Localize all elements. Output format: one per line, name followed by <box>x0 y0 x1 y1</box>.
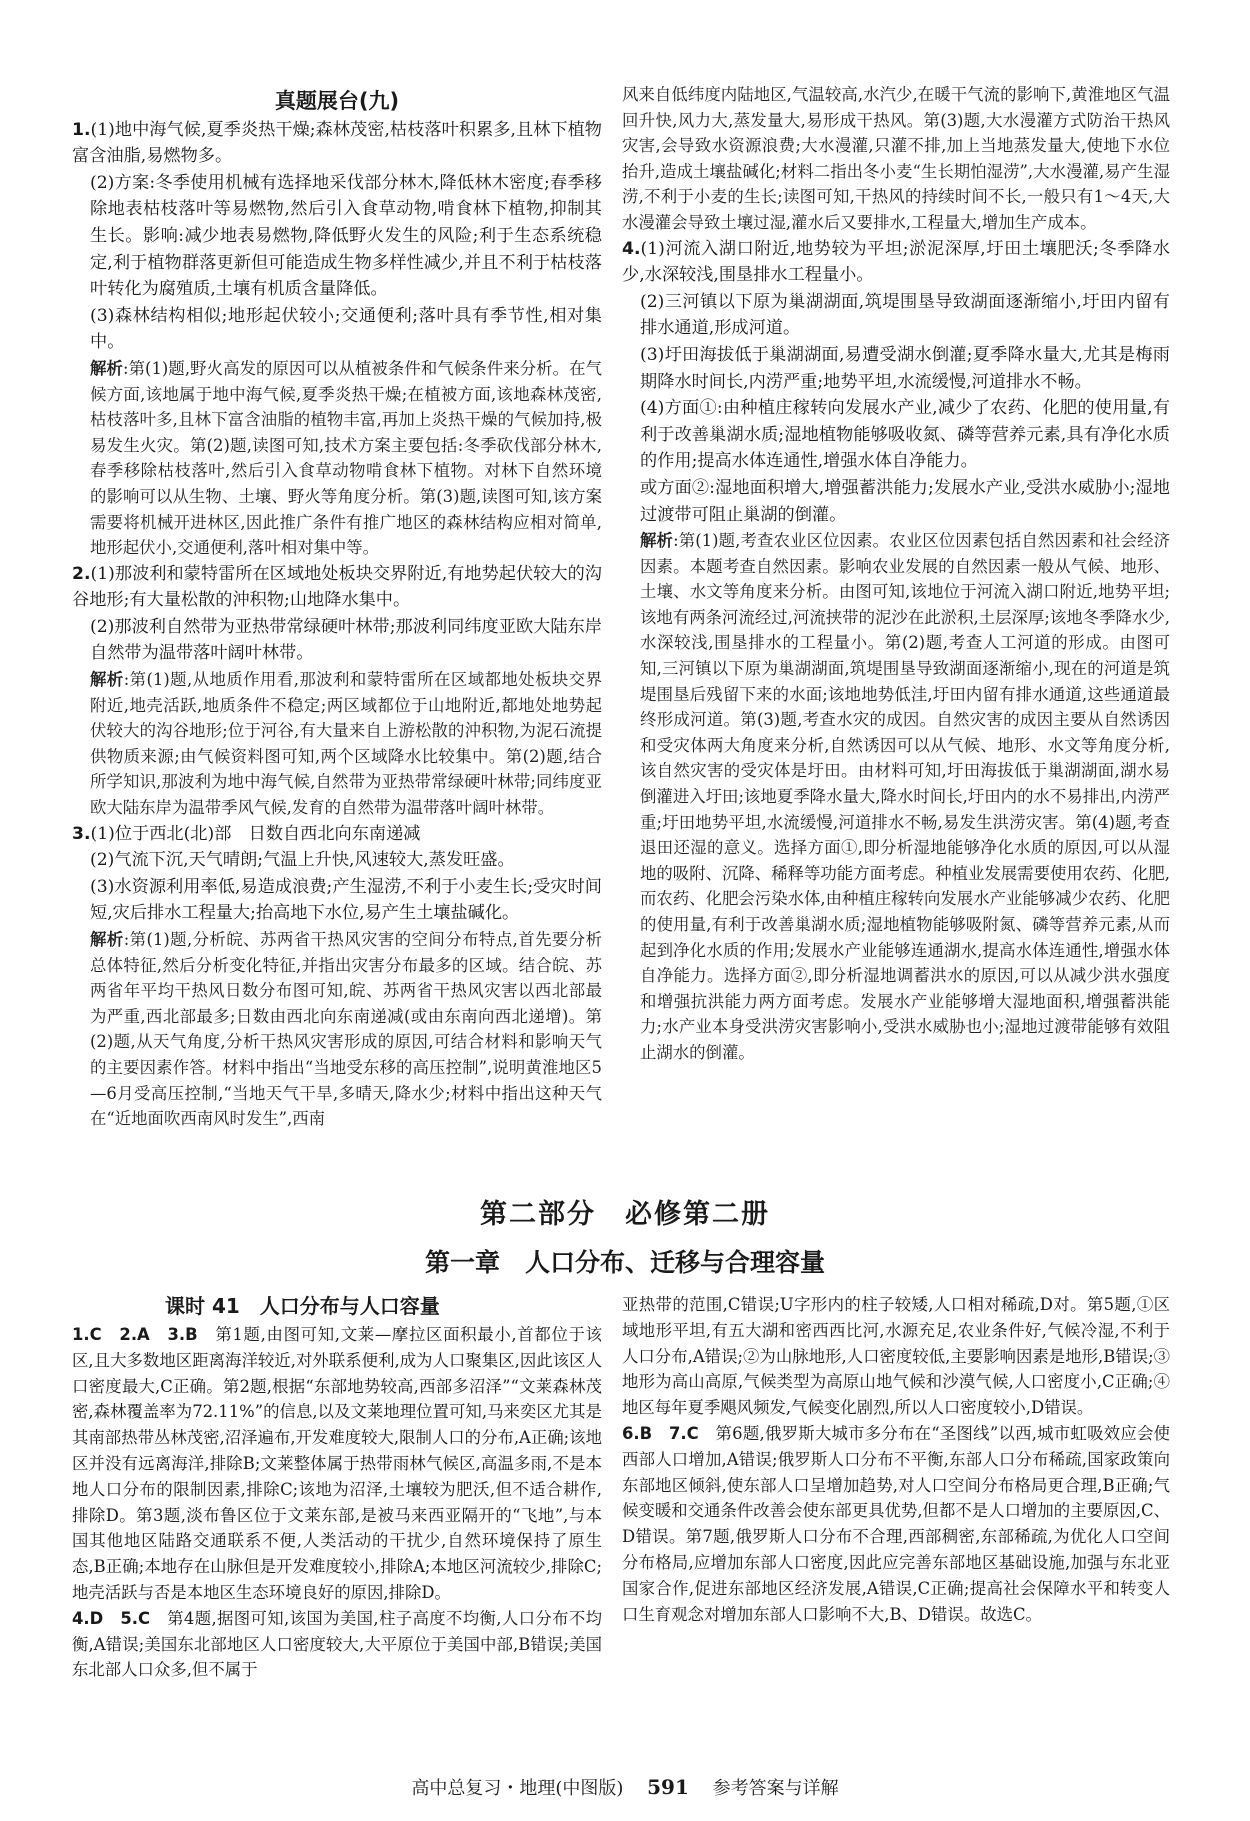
mc-explanation: 亚热带的范围,C错误;U字形内的柱子较矮,人口相对稀疏,D对。第5题,①区域地形平坦,有五大湖和密西西比河,水源充足,农业条件好,气候冷湿,不利于人口分布,A错误;②为山脉地形,人口密度较低,主要影响因素是地形,B错误;③地形为高山高原,气候类型为高原山地气候和沙漠气候,人口密度小,C正确;④地区每年夏季飓风频发,气候变化剧烈,所以人口密度较小,D错误。 <box>622 1295 1170 1418</box>
analysis-paragraph <box>72 927 602 1132</box>
page-number: 591 <box>647 1775 689 1799</box>
lesson-answers-right <box>622 1292 1170 1627</box>
analysis-label: 解析 <box>640 531 674 551</box>
left-column <box>72 88 602 1132</box>
answer-text: (1)位于西北(北)部 日数自西北向东南递减 <box>90 823 421 844</box>
analysis-label: 解析 <box>90 670 124 690</box>
answer-part: (2)那波利自然带为亚热带常绿硬叶林带;那波利同纬度亚欧大陆东岸自然带为温带落叶阔叶林带。 <box>90 616 602 664</box>
analysis-text: :第(1)题,考查农业区位因素。农业区位因素包括自然因素和社会经济因素。本题考查自然因素。影响农业发展的自然因素一般从气候、地形、土壤、水文等角度来分析。由图可知,该地位于河流入湖口附近,地势平坦;该地有两条河流经过,河流挟带的泥沙在此淤积,土层深厚;该地冬季降水少,水深较浅,围垦排水的工程量小。第(2)题,考查人工河道的形成。由图可知,三河镇以下原为巢湖湖面,筑堤围垦导致湖面逐渐缩小,现在的河道是筑堤围垦后残留下来的水面;该地地势低洼,圩田内留有排水通道,这些通道最终形成河道。第(3)题,考查水灾的成因。自然灾害的成因主要从自然诱因和受灾体两大角度来分析,自然诱因可以从气候、地形、水文等角度分析,该自然灾害的受灾体是圩田。由材料可知,圩田海拔低于巢湖湖面,湖水易倒灌进入圩田;该地夏季降水量大,降水时间长,圩田内的水不易排出,内涝严重;圩田地势平坦,水流缓慢,河道排水不畅,易发生洪涝灾害。第(4)题,考查退田还湿的意义。选择方面①,即分析湿地能够净化水质的原因,可以从湿地的吸附、沉降、稀释等功能方面考虑。种植业发展需要使用农药、化肥,而农药、化肥会污染水体,由种植庄稼转向发展水产业能够减少农药、化肥的使用量,有利于改善巢湖水质;湿地植物能够吸附氮、磷等营养元素,从而起到净化水质的作用;发展水产业能够连通湖水,提高水体连通性,增强水体自净能力。选择方面②,即分析湿地调蓄洪水的原因,可以从减少洪水强度和增强抗洪能力两方面考虑。发展水产业能够增大湿地面积,增强蓄洪能力;水产业本身受洪涝灾害影响小,受洪水威胁也小;湿地过渡带能够有效阻止湖水的倒灌。 <box>640 531 1171 1062</box>
analysis-paragraph <box>72 356 602 561</box>
answer-part: 或方面②:湿地面积增大,增强蓄洪能力;发展水产业,受洪水威胁小;湿地过渡带可阻止巢湖的倒灌。 <box>640 477 1170 525</box>
analysis-text: :第(1)题,分析皖、苏两省干热风灾害的空间分布特点,首先要分析总体特征,然后分析变化特征,并指出灾害分布最多的区域。结合皖、苏两省年平均干热风日数分布图可知,皖、苏两省干热风灾害以西北部最为严重,西北部最多;日数由西北向东南递减(或由东南向西北递增)。第(2)题,从天气角度,分析干热风灾害形成的原因,可结合材料和影响天气的主要因素作答。材料中指出“当地受东移的高压控制”,说明黄淮地区5—6月受高压控制,“当地天气干旱,多晴天,降水少;材料中指出这种天气在“近地面吹西南风时发生”,西南 <box>90 930 602 1129</box>
answer-part: (2)三河镇以下原为巢湖湖面,筑堤围垦导致湖面逐渐缩小,圩田内留有排水通道,形成河道。 <box>640 291 1170 339</box>
answer-text: (1)河流入湖口附近,地势较为平坦;淤泥深厚,圩田土壤肥沃;冬季降水少,水深较浅,围垦排水工程量小。 <box>622 238 1170 286</box>
question-number: 4. <box>622 238 641 259</box>
section-title: 真题展台(九) <box>274 89 400 113</box>
lesson-answers-left <box>72 1322 602 1683</box>
part-title: 第二部分 必修第二册 <box>480 1199 770 1230</box>
analysis-label: 解析 <box>90 930 124 949</box>
analysis-text: :第(1)题,野火高发的原因可以从植被条件和气候条件来分析。在气候方面,该地属于地中海气候,夏季炎热干燥;在植被方面,该地森林茂密,枯枝落叶多,且林下富含油脂的植物丰富,再加上炎热干燥的气候加持,极易发生火灾。第(2)题,读图可知,技术方案主要包括:冬季砍伐部分林木,春季移除枯枝落叶,然后引入食草动物啃食林下植物。对林下自然环境的影响可以从生物、土壤、野火等角度分析。第(3)题,读图可知,该方案需要将机械开进林区,因此推广条件有推广地区的森林结构应相对简单,地形起伏小,交通便利,落叶相对集中等。 <box>90 358 603 558</box>
question-number: 1. <box>72 119 91 140</box>
mc-answer-keys: 1.C 2.A 3.B <box>72 1325 198 1344</box>
right-column <box>622 82 1170 1066</box>
footer-book-title: 高中总复习・地理(中图版) <box>411 1778 624 1799</box>
mc-answer-block <box>622 1292 1170 1421</box>
analysis-paragraph <box>72 667 602 821</box>
answer-part: (2)方案:冬季使用机械有选择地采伐部分林木,降低林木密度;春季移除地表枯枝落叶等易燃物,然后引入食草动物,啃食林下植物,抑制其生长。影响:减少地表易燃物,降低野火发生的风险;利于生态系统稳定,利于植物群落更新但可能造成生物多样性减少,并且不利于枯枝落叶转化为腐殖质,土壤有机质含量降低。 <box>90 172 602 300</box>
chapter-title: 第一章 人口分布、迁移与合理容量 <box>424 1248 825 1277</box>
footer-section: 参考答案与详解 <box>712 1778 839 1799</box>
answer-text: (1)地中海气候,夏季炎热干燥;森林茂密,枯枝落叶积累多,且林下植物富含油脂,易燃物多。 <box>72 119 602 167</box>
answer-part: (4)方面①:由种植庄稼转向发展水产业,减少了农药、化肥的使用量,有利于改善巢湖水质;湿地植物能够吸收氮、磷等营养元素,具有净化水质的作用;提高水体连通性,增强水体自净能力。 <box>640 398 1170 472</box>
answer-part: (2)气流下沉,天气晴朗;气温上升快,风速较大,蒸发旺盛。 <box>90 850 515 871</box>
mc-answer-block <box>622 1421 1170 1627</box>
analysis-label: 解析 <box>90 358 123 378</box>
analysis-text: :第(1)题,从地质作用看,那波利和蒙特雷所在区域都地处板块交界附近,地壳活跃,地质条件不稳定;两区域都位于山地附近,都地处地势起伏较大的沟谷地形;位于河谷,有大量来自上游松散的沖积物,为泥石流提供物质来源;由气候资料图可知,两个区域降水比较集中。第(2)题,结合所学知识,那波利为地中海气候,自然带为亚热带常绿硬叶林带;同纬度亚欧大陆东岸为温带季风气候,发育的自然带为温带落叶阔叶林带。 <box>90 670 602 818</box>
answer-text: (1)那波利和蒙特雷所在区域地处板块交界附近,有地势起伏较大的沟谷地形;有大量松散的沖积物;山地降水集中。 <box>72 563 602 611</box>
mc-answer-block <box>72 1606 602 1683</box>
question-answer <box>622 236 1170 289</box>
mc-explanation: 第4题,据图可知,该国为美国,柱子高度不均衡,人口分布不均衡,A错误;美国东北部地区人口密度较大,大平原位于美国中部,B错误;美国东北部人口众多,但不属于 <box>72 1608 602 1680</box>
answer-part: (3)水资源利用率低,易造成浪费;产生湿涝,不利于小麦生长;受灾时间短,灾后排水工程量大;抬高地下水位,易产生土壤盐碱化。 <box>90 876 602 924</box>
mc-answer-block <box>72 1322 602 1606</box>
analysis-paragraph <box>622 528 1170 1065</box>
lesson-title: 课时 41 人口分布与人口容量 <box>165 1294 440 1318</box>
question-number: 3. <box>72 823 91 844</box>
mc-explanation: 第6题,俄罗斯大城市多分布在“圣图线”以西,城市虹吸效应会使西部人口增加,A错误;俄罗斯人口分布不平衡,东部人口分布稀疏,国家政策向东部地区倾斜,使东部人口呈增加趋势,对人口空间分布格局更合理,B正确;气候变暖和交通条件改善会使东部更具优势,但都不是人口增加的主要原因,C、D错误。第7题,俄罗斯人口分布不合理,西部稠密,东部稀疏,为优化人口空间分布格局,应增加东部人口密度,因此应完善东部地区基础设施,加强与东北亚国家合作,促进东部地区经济发展,A错误,C正确;提高社会保障水平和转变人口生育观念对增加东部人口影响不大,B、D错误。故选C。 <box>622 1423 1170 1624</box>
continued-analysis: 风来自低纬度内陆地区,气温较高,水汽少,在暖干气流的影响下,黄淮地区气温回升快,风力大,蒸发量大,易形成干热风。第(3)题,大水漫灌方式防治干热风灾害,会导致水资源浪费;大水漫灌,只灌不排,加上当地蒸发量大,使地下水位抬升,造成土壤盐碱化;材料二指出冬小麦“生长期怕湿涝”,大水漫灌,易产生湿涝,不利于小麦的生长;读图可知,干热风的持续时间不长,一般只有1～4天,大水漫灌会导致土壤过湿,灌水后又要排水,工程量大,增加生产成本。 <box>622 85 1170 232</box>
answer-part: (3)森林结构相似;地形起伏较小;交通便利;落叶具有季节性,相对集中。 <box>90 305 602 353</box>
question-answer <box>72 561 602 614</box>
answer-part: (3)圩田海拔低于巢湖湖面,易遭受湖水倒灌;夏季降水量大,尤其是梅雨期降水时间长,内涝严重;地势平坦,水流缓慢,河道排水不畅。 <box>640 344 1170 392</box>
right-content <box>622 82 1170 1066</box>
question-number: 2. <box>72 563 91 584</box>
question-answer <box>72 821 602 848</box>
left-content <box>72 117 602 1132</box>
question-answer <box>72 117 602 170</box>
mc-answer-keys: 4.D 5.C <box>72 1608 151 1628</box>
mc-answer-keys: 6.B 7.C <box>622 1423 699 1443</box>
page-footer <box>0 1774 1250 1800</box>
mc-explanation: 第1题,由图可知,文莱—摩拉区面积最小,首都位于该区,且大多数地区距离海洋较近,对外联系便利,成为人口聚集区,因此该区人口密度最大,C正确。第2题,根据“东部地势较高,西部多沼泽”“文莱森林茂密,森林覆盖率为72.11%”的信息,以及文莱地理位置可知,马来奕区尤其是其南部热带丛林茂密,沼泽遍布,开发难度较大,限制人口的分布,A正确;该地区并没有远离海洋,排除B;文莱整体属于热带雨林气候区,高温多雨,不是本地人口分布的限制因素,排除C;该地为沼泽,土壤较为肥沃,但不适合耕作,排除D。第3题,淡布鲁区位于文莱东部,是被马来西亚隔开的“飞地”,与本国其他地区陆路交通联系不便,人类活动的干扰少,自然环境保持了原生态,B正确;本地存在山脉但是开发难度较小,排除A;本地区河流较少,排除C;地壳活跃与否是本地区生态环境良好的原因,排除D。 <box>72 1325 602 1602</box>
